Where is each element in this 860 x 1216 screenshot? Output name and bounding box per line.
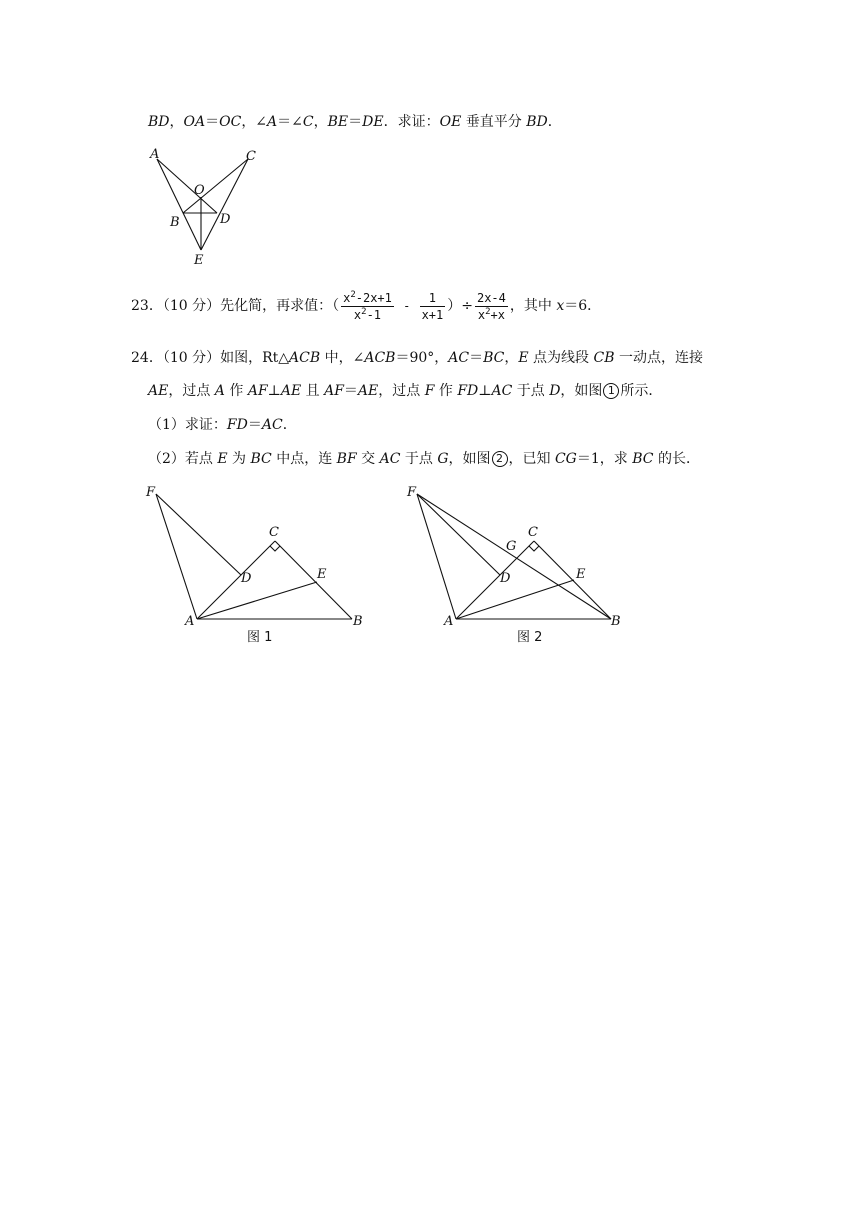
txt: AC — [491, 383, 513, 399]
q24-part-1 — [148, 415, 297, 435]
figure-caption: 图 1 — [247, 630, 273, 645]
txt: （2）若点 — [148, 451, 218, 467]
label-e: E — [576, 567, 586, 582]
fraction-1 — [341, 290, 394, 323]
label-f: F — [407, 485, 417, 500]
prove-label: ．求证： — [383, 114, 440, 130]
punct: ， — [169, 114, 184, 130]
figure-caption: 图 2 — [517, 630, 543, 645]
txt: A — [214, 383, 225, 399]
eq: ＝ — [205, 114, 220, 130]
q24-line-2 — [148, 381, 662, 401]
punct: ， — [313, 114, 328, 130]
txt: 的长． — [653, 451, 700, 467]
pt-c: C — [302, 114, 314, 130]
txt: AE — [357, 383, 379, 399]
label-b: B — [611, 614, 621, 629]
txt: ，如图 — [448, 451, 491, 467]
txt: AE — [148, 383, 169, 399]
txt: CB — [593, 350, 615, 366]
punct: ． — [547, 114, 562, 130]
txt: 24．（10 分）如图，Rt△ — [131, 350, 290, 366]
figure-q22 — [140, 140, 270, 270]
txt: 作 — [224, 383, 248, 399]
txt: x — [477, 307, 486, 322]
num: 2x-4 — [476, 290, 506, 305]
q23-suffix: ＝6． — [564, 298, 602, 314]
q23-suffix: ，其中 — [509, 298, 557, 314]
txt: BC — [632, 451, 654, 467]
txt: ． — [282, 417, 297, 433]
label-d: D — [241, 571, 252, 586]
q23-prefix: 23．（10 分）先化简，再求值：（ — [131, 298, 340, 314]
seg-de: DE — [362, 114, 384, 130]
figure-1 — [140, 480, 380, 650]
txt: 于点 — [400, 451, 438, 467]
txt: 且 — [301, 383, 325, 399]
txt: G — [437, 451, 449, 467]
txt: （1）求证： — [148, 417, 227, 433]
num: 1 — [420, 290, 446, 307]
angle: ，∠ — [241, 114, 268, 130]
fraction-3 — [475, 290, 508, 323]
txt: 一动点，连接 — [614, 350, 703, 366]
fraction-2 — [420, 290, 446, 323]
label-a: A — [185, 614, 195, 629]
eq: ＝ — [348, 114, 363, 130]
txt: 交 — [356, 451, 380, 467]
txt: ＝ — [469, 350, 484, 366]
label-e: E — [317, 567, 327, 582]
var-x: x — [556, 298, 565, 314]
txt: AC — [379, 451, 401, 467]
txt: ⊥ — [478, 383, 492, 399]
txt: F — [424, 383, 435, 399]
txt: +x — [490, 307, 505, 322]
txt: ， — [504, 350, 519, 366]
txt: CG — [554, 451, 577, 467]
txt: 中，∠ — [320, 350, 365, 366]
label-a: A — [150, 147, 160, 162]
txt: BC — [483, 350, 505, 366]
seg-oa: OA — [183, 114, 206, 130]
q24-part-2 — [148, 449, 700, 469]
minus: - — [395, 299, 418, 313]
q23-mid: ）÷ — [447, 298, 473, 314]
txt: AC — [448, 350, 470, 366]
txt: -1 — [366, 307, 382, 322]
label-g: G — [506, 539, 517, 554]
label-c: C — [246, 149, 256, 164]
txt: D — [549, 383, 561, 399]
circled-number: 2 — [492, 451, 508, 467]
sup: 2 — [361, 306, 367, 317]
seg-bd: BD — [526, 114, 548, 130]
txt: x — [343, 290, 351, 305]
seg-oe: OE — [439, 114, 462, 130]
txt: BF — [336, 451, 357, 467]
txt: ，如图 — [560, 383, 603, 399]
circled-number: 1 — [603, 383, 619, 399]
txt: 点为线段 — [528, 350, 594, 366]
txt: ，已知 — [508, 451, 555, 467]
label-o: O — [194, 183, 205, 198]
seg-bd: BD — [148, 114, 170, 130]
txt: -2x+1 — [355, 290, 392, 305]
q23-text — [131, 286, 601, 328]
txt: 为 — [227, 451, 251, 467]
label-b: B — [170, 215, 180, 230]
label-b: B — [353, 614, 363, 629]
label-e: E — [194, 253, 204, 268]
figure-2 — [400, 480, 640, 650]
q24-line-1 — [131, 348, 703, 368]
txt: E — [518, 350, 529, 366]
label-d: D — [220, 212, 231, 227]
txt: ACB — [289, 350, 321, 366]
txt: 于点 — [512, 383, 550, 399]
txt: E — [217, 451, 228, 467]
txt: ACB — [364, 350, 396, 366]
angle: ＝∠ — [277, 114, 303, 130]
txt: ，过点 — [168, 383, 215, 399]
txt: ，过点 — [378, 383, 425, 399]
txt: AC — [261, 417, 283, 433]
txt: 作 — [434, 383, 458, 399]
txt: ＝1，求 — [576, 451, 633, 467]
txt: ⊥ — [267, 383, 281, 399]
pt-a: A — [267, 114, 278, 130]
txt: AE — [280, 383, 302, 399]
den: x+1 — [421, 307, 444, 322]
txt: ＝ — [247, 417, 262, 433]
sup: 2 — [485, 306, 491, 317]
txt: BC — [250, 451, 272, 467]
seg-oc: OC — [219, 114, 242, 130]
label-f: F — [146, 485, 156, 500]
txt: FD — [226, 417, 248, 433]
label-a: A — [444, 614, 454, 629]
seg-be: BE — [327, 114, 349, 130]
txt: AF — [324, 383, 344, 399]
label-c: C — [528, 525, 538, 540]
txt: 所示． — [620, 383, 663, 399]
txt: 中点，连 — [271, 451, 337, 467]
text: 垂直平分 — [461, 114, 527, 130]
label-c: C — [269, 525, 279, 540]
label-d: D — [500, 571, 511, 586]
txt: AF — [247, 383, 268, 399]
txt: FD — [457, 383, 479, 399]
txt: ＝ — [343, 383, 358, 399]
q22-text — [148, 112, 562, 132]
txt: ＝90°， — [395, 350, 449, 366]
sup: 2 — [350, 289, 356, 300]
txt: x — [353, 307, 362, 322]
